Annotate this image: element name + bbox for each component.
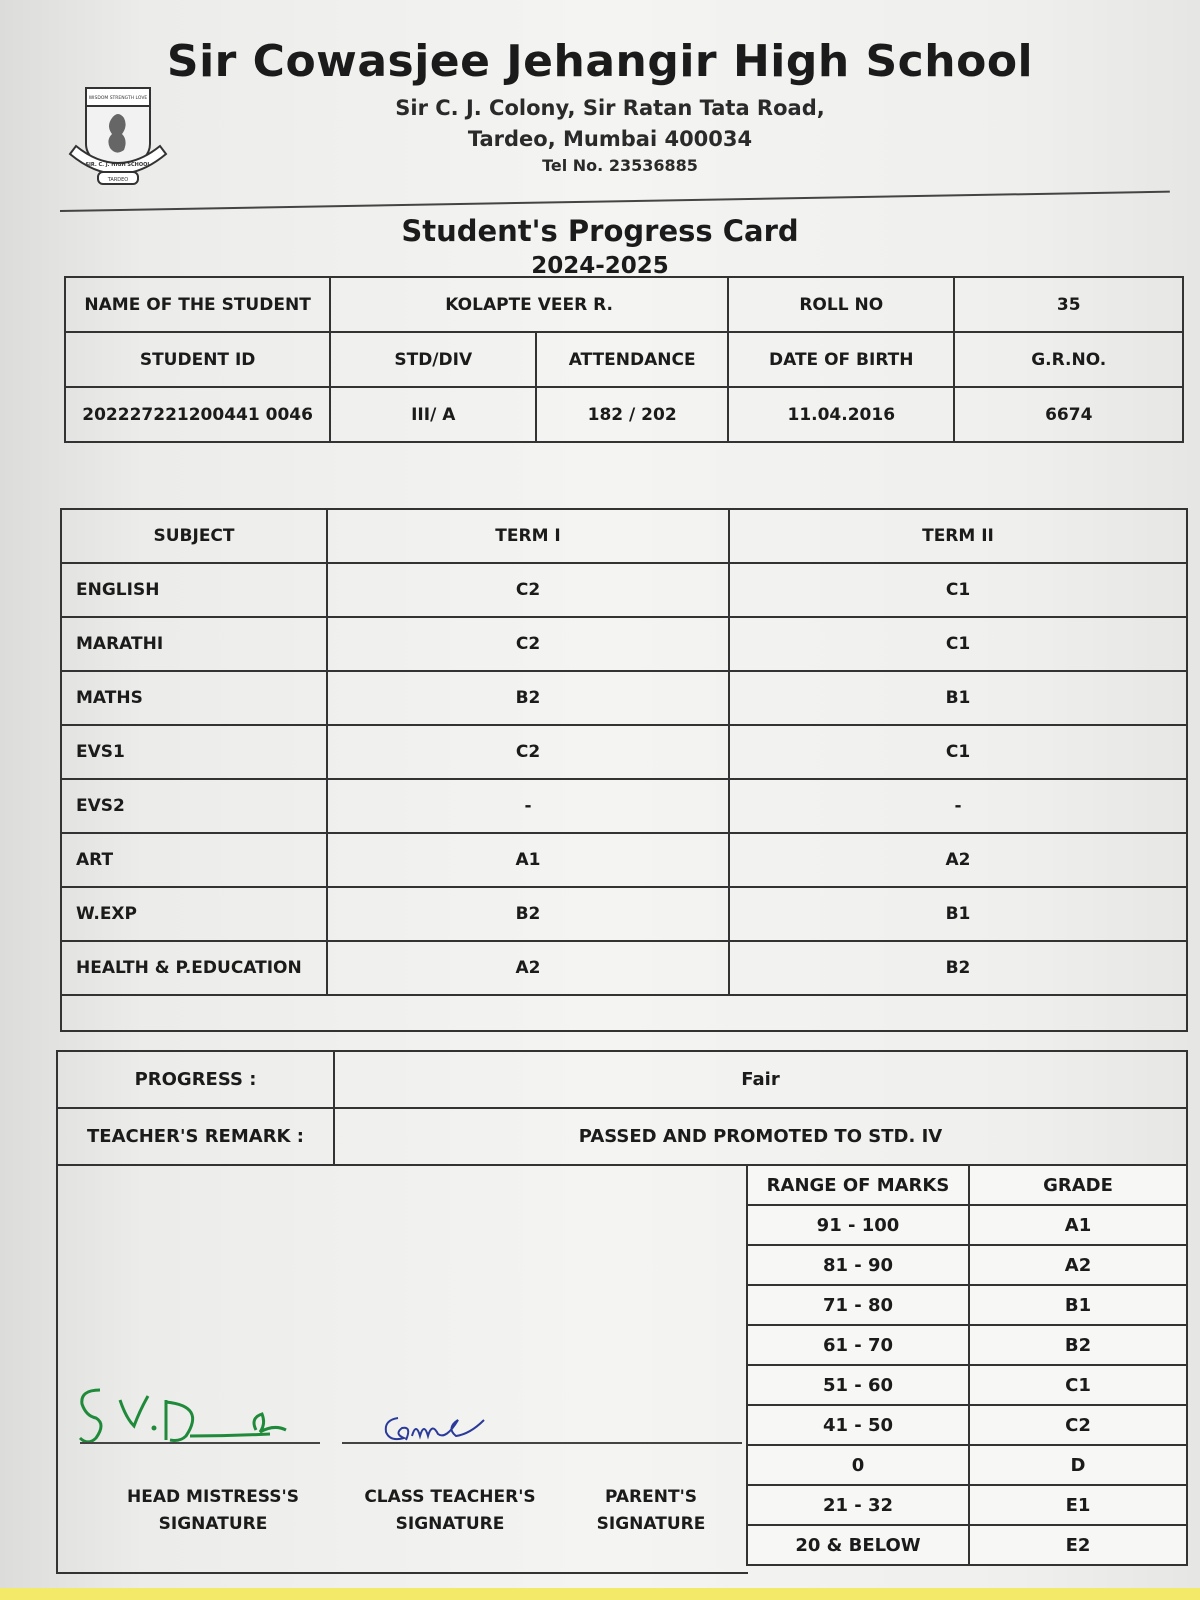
subject-name: MARATHI <box>61 617 327 671</box>
telephone: Tel No. 23536885 <box>542 156 698 175</box>
term2-grade: B1 <box>729 671 1187 725</box>
table-row <box>747 1485 1187 1525</box>
std-div: III/ A <box>330 387 536 442</box>
table-row <box>61 617 1187 671</box>
mark-range: 71 - 80 <box>747 1285 969 1325</box>
class-teacher-signature <box>380 1410 490 1446</box>
head-mistress-signature <box>70 1380 320 1450</box>
address-line-2: Tardeo, Mumbai 400034 <box>467 127 753 151</box>
grade-header: GRADE <box>969 1165 1187 1205</box>
term1-grade: C2 <box>327 563 729 617</box>
student-id: 202227221200441 0046 <box>65 387 330 442</box>
subject-name: ENGLISH <box>61 563 327 617</box>
mark-range: 41 - 50 <box>747 1405 969 1445</box>
table-row <box>747 1525 1187 1565</box>
grade-value: C2 <box>969 1405 1187 1445</box>
term2-header: TERM II <box>729 509 1187 563</box>
term2-grade: C1 <box>729 725 1187 779</box>
table-row <box>747 1285 1187 1325</box>
name-label: NAME OF THE STUDENT <box>65 277 330 332</box>
table-row <box>61 671 1187 725</box>
term2-grade: B2 <box>729 941 1187 995</box>
progress-value: Fair <box>334 1051 1187 1108</box>
head-mistress-signature-label: HEAD MISTRESS'S SIGNATURE <box>127 1487 299 1534</box>
student-info-table <box>64 276 1184 443</box>
gr-number: 6674 <box>954 387 1183 442</box>
term2-grade: C1 <box>729 563 1187 617</box>
mark-range: 81 - 90 <box>747 1245 969 1285</box>
class-teacher-signature-label: CLASS TEACHER'S SIGNATURE <box>364 1487 536 1534</box>
date-of-birth: 11.04.2016 <box>728 387 954 442</box>
table-row <box>747 1405 1187 1445</box>
grade-value: E2 <box>969 1525 1187 1565</box>
grade-value: B1 <box>969 1285 1187 1325</box>
term1-grade: C2 <box>327 725 729 779</box>
mark-range: 20 & BELOW <box>747 1525 969 1565</box>
card-title: Student's Progress Card <box>401 214 799 248</box>
subject-name: ART <box>61 833 327 887</box>
range-header: RANGE OF MARKS <box>747 1165 969 1205</box>
grade-value: E1 <box>969 1485 1187 1525</box>
subject-name: EVS1 <box>61 725 327 779</box>
teacher-remark: PASSED AND PROMOTED TO STD. IV <box>334 1108 1187 1165</box>
mark-range: 91 - 100 <box>747 1205 969 1245</box>
svg-text:WISDOM STRENGTH LOVE: WISDOM STRENGTH LOVE <box>88 96 148 101</box>
table-row <box>61 833 1187 887</box>
address-line-1: Sir C. J. Colony, Sir Ratan Tata Road, <box>395 96 825 120</box>
table-row <box>61 779 1187 833</box>
term1-grade: B2 <box>327 671 729 725</box>
subject-name: HEALTH & P.EDUCATION <box>61 941 327 995</box>
attendance-label: ATTENDANCE <box>536 332 728 387</box>
grade-value: B2 <box>969 1325 1187 1365</box>
subject-name: W.EXP <box>61 887 327 941</box>
svg-text:SIR. C. J. HIGH SCHOOL: SIR. C. J. HIGH SCHOOL <box>85 162 151 168</box>
bottom-strip <box>0 1588 1200 1600</box>
term2-grade: A2 <box>729 833 1187 887</box>
term2-grade: B1 <box>729 887 1187 941</box>
attendance: 182 / 202 <box>536 387 728 442</box>
term1-grade: - <box>327 779 729 833</box>
table-row <box>747 1365 1187 1405</box>
grade-value: C1 <box>969 1365 1187 1405</box>
mark-range: 0 <box>747 1445 969 1485</box>
head-signature-line <box>80 1442 320 1444</box>
mark-range: 61 - 70 <box>747 1325 969 1365</box>
table-row <box>747 1325 1187 1365</box>
teacher-remark-label: TEACHER'S REMARK : <box>57 1108 334 1165</box>
subject-header: SUBJECT <box>61 509 327 563</box>
mark-range: 21 - 32 <box>747 1485 969 1525</box>
subject-name: EVS2 <box>61 779 327 833</box>
class-signature-line <box>342 1442 742 1444</box>
school-name: Sir Cowasjee Jehangir High School <box>166 36 1034 87</box>
academic-year: 2024-2025 <box>531 253 669 279</box>
table-row <box>747 1445 1187 1485</box>
grade-value: A2 <box>969 1245 1187 1285</box>
grade-value: D <box>969 1445 1187 1485</box>
grade-scale-table <box>746 1164 1188 1566</box>
term2-grade: C1 <box>729 617 1187 671</box>
term1-grade: A1 <box>327 833 729 887</box>
parent-signature-label: PARENT'S SIGNATURE <box>596 1487 706 1534</box>
blank-row <box>61 995 1187 1031</box>
subject-name: MATHS <box>61 671 327 725</box>
table-row <box>61 887 1187 941</box>
blank-cell <box>61 995 1187 1031</box>
svg-text:TARDEO: TARDEO <box>107 177 129 183</box>
grades-table <box>60 508 1188 1032</box>
student-id-label: STUDENT ID <box>65 332 330 387</box>
table-row <box>61 725 1187 779</box>
remarks-table <box>56 1050 1188 1166</box>
term1-grade: B2 <box>327 887 729 941</box>
dob-label: DATE OF BIRTH <box>728 332 954 387</box>
mark-range: 51 - 60 <box>747 1365 969 1405</box>
student-name: KOLAPTE VEER R. <box>330 277 728 332</box>
table-row <box>747 1205 1187 1245</box>
table-row <box>61 941 1187 995</box>
term2-grade: - <box>729 779 1187 833</box>
term1-grade: A2 <box>327 941 729 995</box>
grade-value: A1 <box>969 1205 1187 1245</box>
table-row <box>747 1245 1187 1285</box>
term1-grade: C2 <box>327 617 729 671</box>
table-row <box>61 563 1187 617</box>
roll-number: 35 <box>954 277 1183 332</box>
std-div-label: STD/DIV <box>330 332 536 387</box>
roll-label: ROLL NO <box>728 277 954 332</box>
gr-label: G.R.NO. <box>954 332 1183 387</box>
term1-header: TERM I <box>327 509 729 563</box>
progress-label: PROGRESS : <box>57 1051 334 1108</box>
